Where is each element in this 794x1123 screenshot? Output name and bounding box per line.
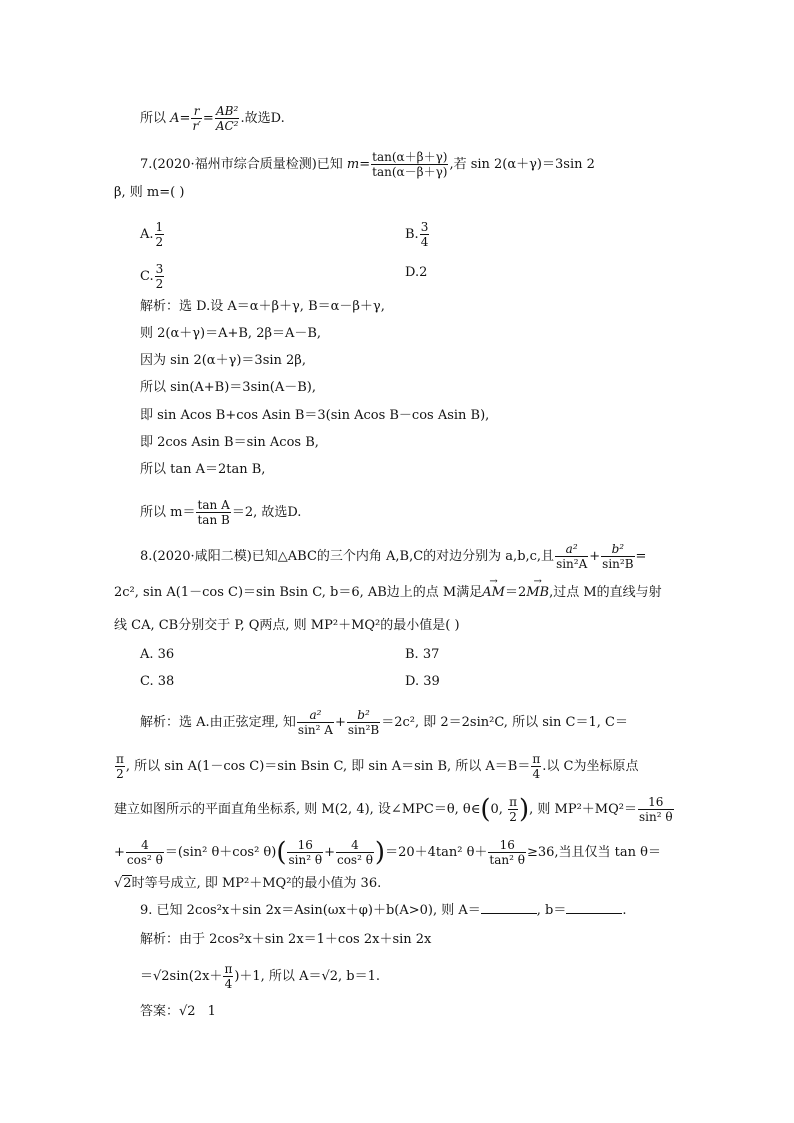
text: A xyxy=(170,111,180,126)
text: 9. 已知 2cos²x＋sin 2x＝Asin(ωx＋φ)＋b(A>0), 则 A＝ xyxy=(140,903,481,918)
text: ＝(sin² θ＋cos² θ) xyxy=(164,845,277,860)
text: ≥36,当且仅当 tan θ＝ xyxy=(526,845,661,860)
numerator: π xyxy=(509,795,517,809)
option-b: B. 37 xyxy=(405,647,440,662)
solution-7-line-3: 因为 sin 2(α＋γ)＝3sin 2β, xyxy=(140,353,306,368)
text: A. xyxy=(140,227,154,242)
denominator: 4 xyxy=(532,767,541,781)
numerator: a² xyxy=(297,708,334,723)
text: .故选D. xyxy=(240,111,285,126)
numerator: 16 xyxy=(488,838,526,853)
fraction xyxy=(155,262,165,291)
vector-mb: → MB xyxy=(526,583,549,603)
denominator: 4 xyxy=(420,235,429,249)
vector-am: → AM xyxy=(482,583,505,603)
solution-7-line-1: 解析：选 D.设 A＝α＋β＋γ, B＝α－β＋γ, xyxy=(140,299,385,314)
numerator: tan(α＋β＋γ) xyxy=(372,150,448,164)
text: = xyxy=(359,157,371,172)
fraction xyxy=(336,838,374,867)
denominator: sin²A xyxy=(556,557,588,571)
numerator: AB² xyxy=(216,104,239,118)
denominator: AC² xyxy=(215,119,239,133)
text: 0, xyxy=(490,802,508,817)
numerator: b² xyxy=(347,708,380,723)
text: ＝2c², 即 2＝2sin²C, 所以 sin C＝1, C＝ xyxy=(381,715,628,730)
paren: ( xyxy=(480,794,491,825)
text-line-1 xyxy=(140,104,285,133)
text: 1 xyxy=(207,1004,216,1019)
numerator: 4 xyxy=(126,838,164,853)
numerator: a² xyxy=(555,542,588,557)
fraction xyxy=(531,752,541,781)
text: + xyxy=(589,549,601,564)
numerator: π xyxy=(224,962,233,976)
denominator: sin²B xyxy=(602,557,634,571)
question-7-line-2: β, 则 m=( ) xyxy=(114,185,185,200)
text: ,过点 M的直线与射 xyxy=(549,585,662,600)
fraction xyxy=(555,542,588,571)
numerator: π xyxy=(116,752,124,766)
text: 答案： xyxy=(140,1004,180,1019)
text: m xyxy=(346,157,360,172)
numerator: 3 xyxy=(420,220,429,234)
text: ＝2, 故选D. xyxy=(231,505,302,520)
text: B. xyxy=(405,227,419,242)
fraction xyxy=(371,150,448,179)
numerator: 16 xyxy=(638,795,674,810)
denominator: tan² θ xyxy=(489,853,525,867)
text: 建立如图所示的平面直角坐标系, 则 M(2, 4), 设∠MPC＝θ, θ∈ xyxy=(114,802,481,817)
question-8-line-3: 线 CA, CB分别交于 P, Q两点, 则 MP²＋MQ²的最小值是( ) xyxy=(114,618,460,633)
option-d: D. 39 xyxy=(405,674,440,689)
text: ＝20＋4tan² θ＋ xyxy=(385,845,488,860)
fraction xyxy=(115,752,125,781)
fraction xyxy=(155,220,165,249)
numerator: 16 xyxy=(287,838,323,853)
text: , b＝ xyxy=(536,903,567,918)
solution-7-line-4: 所以 sin(A+B)＝3sin(A－B), xyxy=(140,380,317,395)
numerator: 3 xyxy=(155,262,164,276)
solution-7-line-6: 即 2cos Asin B＝sin Acos B, xyxy=(140,435,319,450)
solution-8-line-2 xyxy=(114,752,638,781)
numerator: r xyxy=(191,104,201,119)
solution-8-line-4 xyxy=(114,838,661,867)
denominator: 2 xyxy=(116,767,124,781)
solution-9-line-2 xyxy=(140,962,380,991)
denominator: tan B xyxy=(197,513,230,527)
fraction xyxy=(638,795,674,824)
fraction xyxy=(215,104,240,133)
text: + xyxy=(324,845,335,860)
denominator: cos² θ xyxy=(126,853,163,867)
text: , 所以 sin A(1－cos C)＝sin Bsin C, 即 sin A＝sin B, 所以 A＝B＝ xyxy=(125,759,531,774)
text: 解析：选 A.由正弦定理, 知 xyxy=(140,715,296,730)
text: = xyxy=(179,111,191,126)
paren: ) xyxy=(374,837,386,868)
text: , 则 MP²＋MQ²＝ xyxy=(529,802,637,817)
numerator: b² xyxy=(601,542,634,557)
option-c: C. 38 xyxy=(140,674,175,689)
text: C. xyxy=(140,269,154,284)
text: )＋1, 所以 A＝√2, b＝1. xyxy=(234,969,381,984)
option-a: A. 36 xyxy=(140,647,175,662)
fraction xyxy=(191,104,201,133)
question-7-line-1 xyxy=(140,150,595,179)
text: + xyxy=(114,845,125,860)
solution-8-line-1 xyxy=(140,708,628,737)
fraction xyxy=(223,962,233,991)
paren: ( xyxy=(276,837,287,868)
fraction xyxy=(126,838,164,867)
solution-8-line-5 xyxy=(114,874,381,894)
solution-7-line-8 xyxy=(140,498,301,527)
option-c xyxy=(140,262,165,291)
denominator: cos² θ xyxy=(336,853,373,867)
solution-9-line-1: 解析：由于 2cos²x＋sin 2x＝1＋cos 2x＋sin 2x xyxy=(140,932,432,947)
answer-blank-a[interactable] xyxy=(481,901,537,914)
question-8-line-2 xyxy=(114,583,662,603)
numerator: 1 xyxy=(155,220,164,234)
denominator: sin² θ xyxy=(288,853,323,867)
text: 所以 xyxy=(140,111,171,126)
question-8-line-1 xyxy=(140,542,646,571)
fraction xyxy=(601,542,634,571)
solution-7-line-5: 即 sin Acos B+cos Asin B＝3(sin Acos B－cos Asin B), xyxy=(140,408,490,423)
text: ＝2 xyxy=(504,585,527,600)
answer-9 xyxy=(140,1002,216,1022)
denominator: 2 xyxy=(155,235,164,249)
text: + xyxy=(334,715,346,730)
solution-8-line-3 xyxy=(114,795,675,824)
fraction xyxy=(508,795,518,824)
denominator: 2 xyxy=(155,277,164,291)
numerator: 4 xyxy=(336,838,374,853)
denominator: 4 xyxy=(224,977,233,991)
paren: ) xyxy=(518,794,530,825)
denominator: tan(α－β＋γ) xyxy=(372,165,448,179)
text: = xyxy=(202,111,214,126)
text: 所以 m＝ xyxy=(140,505,196,520)
option-a xyxy=(140,220,165,249)
solution-7-line-2: 则 2(α＋γ)＝A+B, 2β＝A－B, xyxy=(140,326,322,341)
text: 2c², sin A(1－cos C)＝sin Bsin C, b＝6, AB边上的点 M满足 xyxy=(114,585,483,600)
numerator: tan A xyxy=(197,498,230,512)
fraction xyxy=(347,708,380,737)
fraction xyxy=(297,708,334,737)
answer-blank-b[interactable] xyxy=(566,901,622,914)
text: 7.(2020·福州市综合质量检测)已知 xyxy=(140,157,347,172)
denominator: 2 xyxy=(509,810,517,824)
text: . xyxy=(622,903,627,918)
fraction xyxy=(488,838,526,867)
solution-7-line-7: 所以 tan A＝2tan B, xyxy=(140,462,266,477)
fraction xyxy=(196,498,230,527)
text: 8.(2020·咸阳二模)已知△ABC的三个内角 A,B,C的对边分别为 a,b,c,且 xyxy=(140,549,555,564)
denominator: sin² θ xyxy=(638,810,673,824)
question-9 xyxy=(140,901,627,921)
numerator: π xyxy=(532,752,541,766)
text: √ xyxy=(114,876,123,891)
option-b xyxy=(405,220,430,249)
text: √2 xyxy=(179,1004,196,1019)
text: 时等号成立, 即 MP²＋MQ²的最小值为 36. xyxy=(131,876,382,891)
text: 2 xyxy=(123,876,132,891)
denominator: r′ xyxy=(192,119,201,133)
text: .以 C为坐标原点 xyxy=(542,759,639,774)
fraction xyxy=(287,838,323,867)
denominator: sin²B xyxy=(347,723,380,737)
denominator: sin² A xyxy=(297,723,333,737)
fraction xyxy=(420,220,430,249)
text: ,若 sin 2(α＋γ)＝3sin 2 xyxy=(449,157,595,172)
text: ＝√2sin(2x＋ xyxy=(140,969,223,984)
text: = xyxy=(635,549,647,564)
option-d: D.2 xyxy=(405,265,428,280)
